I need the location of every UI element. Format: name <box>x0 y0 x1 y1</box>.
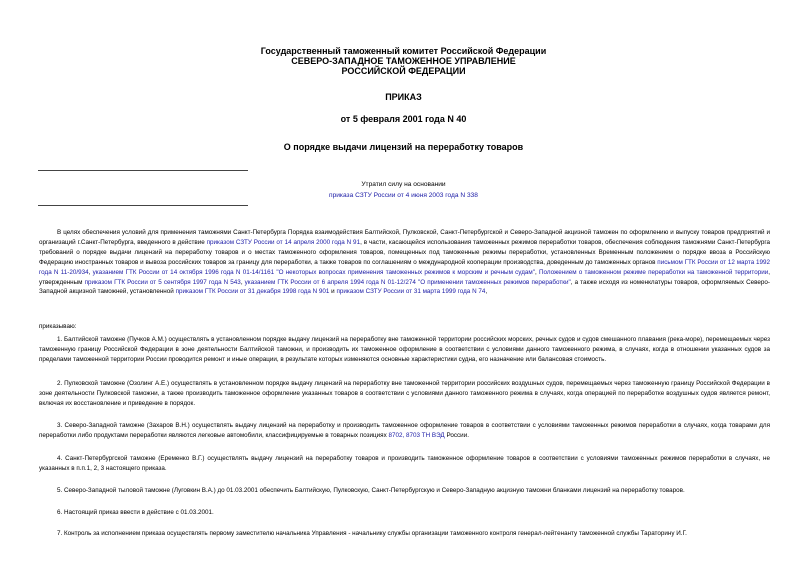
preamble-text-2: , в части, касающейся использования таможенных режимов переработки товаров, обеспечения соблюдения таможнями Санкт-Петербурга требований о порядке выдачи лицензий на переработку товаров и о местах таможенного оформления товаров, помещенных под таможенные режимы переработки, установленных Временным положением о порядке ввоза в Российскую Федерацию иностранных товаров и вывоза российских товаров за границу для переработки, а также товаров по соглашениям о международной кооперации производства, доведенным до таможенных органов <box>39 238 770 266</box>
preamble-text-9: , <box>485 288 488 296</box>
item-3-text: 3. Северо-Западной таможне (Захаров В.Н.) осуществлять выдачу лицензий на переработку и производить таможенное оформление товаров в соответствии с условиями таможенных режимов переработки в случаях, когда товарами для переработки либо продуктами переработки являются легковые автомобили, классифицируемые в товарных позициях <box>39 422 770 439</box>
link-gtk-instruction-274[interactable]: указанием ГТК России от 6 апреля 1994 года N 01-12/274 "О применении таможенных режимов переработки" <box>244 278 571 286</box>
link-szt-order-91[interactable]: приказом СЗТУ России от 14 апреля 2000 года N 91 <box>206 238 361 246</box>
link-szt-order-74[interactable]: приказом СЗТУ России от 31 марта 1999 года N 74 <box>336 288 486 296</box>
issuer-line-3: РОССИЙСКОЙ ФЕДЕРАЦИИ <box>341 66 466 76</box>
link-tn-ved-8702-8703[interactable]: 8702, 8703 ТН ВЭД <box>388 431 445 439</box>
preamble-text-8: и <box>329 288 337 296</box>
preamble-text-3: , <box>88 268 93 276</box>
repeal-order-link[interactable]: приказа СЗТУ России от 4 июня 2003 года N 338 <box>329 192 478 199</box>
preamble-text-7: , а также исходя из номенклатуры товаров, оформляемых Северо-Западной акцизной таможней, установленной <box>39 278 770 296</box>
preamble-text-1: В целях обеспечения условий для применения таможнями Санкт-Петербурга Порядка взаимодействия Балтийской, Пулковской, Санкт-Петербургской и Северо-Западной акцизной таможен по оформлению и выпуску товаров предприятий и организаций г.Санкт-Петербурга, введенного в действие <box>39 229 770 246</box>
doc-title: О порядке выдачи лицензий на переработку товаров <box>283 142 524 152</box>
item-3-tail: России. <box>444 431 469 439</box>
item-1: 1. Балтийской таможне (Пучков А.М.) осуществлять в установленном порядке выдачу лицензий на переработку вне таможенной территории российских морских, речных судов и судов смешанного плавания (река-море), перемещаемых через таможенную границу Российской Федерации в зоне деятельности Балтийской таможни, и производить их таможенное оформление в соответствии с условиями данного таможенного режима, в случаях, когда в отношении указанных судов за пределами таможенной территории России проводится ремонт и иные операции, в результате которых изменяются основные характеристики судна, его назначение или балансовая стоимость. <box>39 336 770 363</box>
item-7: 7. Контроль за исполнением приказа осуществлять первому заместителю начальника Управления - начальнику службы организации таможенного контроля генерал-лейтенанту таможенной службы Тараторину И.Г. <box>57 530 687 537</box>
item-5: 5. Северо-Западной тыловой таможне (Луговкин В.А.) до 01.03.2001 обеспечить Балтийскую, Пулковскую, Санкт-Петербургскую и Северо-Западную акцизную таможни бланками лицензий на переработку товаров. <box>57 487 685 494</box>
issuer-line-2: СЕВЕРО-ЗАПАДНОЕ ТАМОЖЕННОЕ УПРАВЛЕНИЕ <box>291 56 516 66</box>
status-link-row <box>0 191 807 200</box>
status-note: Утратил силу на основании <box>361 181 446 188</box>
preamble-paragraph <box>39 228 770 297</box>
item-3 <box>39 421 770 441</box>
item-2: 2. Пулковской таможне (Озолинг А.Е.) осуществлять в установленном порядке выдачу лицензий на переработку вне таможенной территории российских воздушных судов, перемещаемых через таможенную границу Российской Федерации в зоне деятельности Пулковской таможни, а также производить таможенное оформление указанных товаров в соответствии с условиями данного таможенного режима в случаях, когда операцией по переработке воздушных судов является ремонт, включая их восстановление и приведение в порядок. <box>39 380 770 407</box>
issuer-line-1: Государственный таможенный комитет Российской Федерации <box>260 46 547 56</box>
link-gtk-instruction-1161[interactable]: указанием ГТК России от 14 октября 1996 года N 01-14/1161 "О некоторых вопросах применения таможенных режимов к морским и речным судам" <box>92 268 535 276</box>
item-4: 4. Санкт-Петербургской таможне (Еременко В.Г.) осуществлять выдачу лицензий на переработку товаров и производить таможенное оформление товаров в соответствии с условиями таможенных режимов переработки в случаях, не указанных в п.п.1, 2, 3 настоящего приказа. <box>39 455 770 472</box>
top-divider <box>38 170 248 171</box>
item-6: 6. Настоящий приказ ввести в действие с 01.03.2001. <box>57 509 214 516</box>
bottom-divider <box>38 205 248 206</box>
preamble-text-4: , <box>534 268 539 276</box>
link-processing-regulation[interactable]: Положением о таможенном режиме переработки на таможенной территории <box>538 268 769 276</box>
preamble-text-6: , <box>240 278 245 286</box>
link-gtk-order-901[interactable]: приказом ГТК России от 31 декабря 1998 года N 901 <box>175 288 330 296</box>
link-gtk-order-543[interactable]: приказом ГТК России от 5 сентября 1997 года N 543 <box>84 278 241 286</box>
link-gtk-letter-934[interactable]: письмом ГТК России от 12 марта 1992 года N 11-20/934 <box>39 258 770 276</box>
preamble-text-5: , утвержденным <box>39 268 771 286</box>
order-word: приказываю: <box>39 323 77 330</box>
doc-type: ПРИКАЗ <box>385 92 422 102</box>
doc-date-number: от 5 февраля 2001 года N 40 <box>340 114 467 124</box>
